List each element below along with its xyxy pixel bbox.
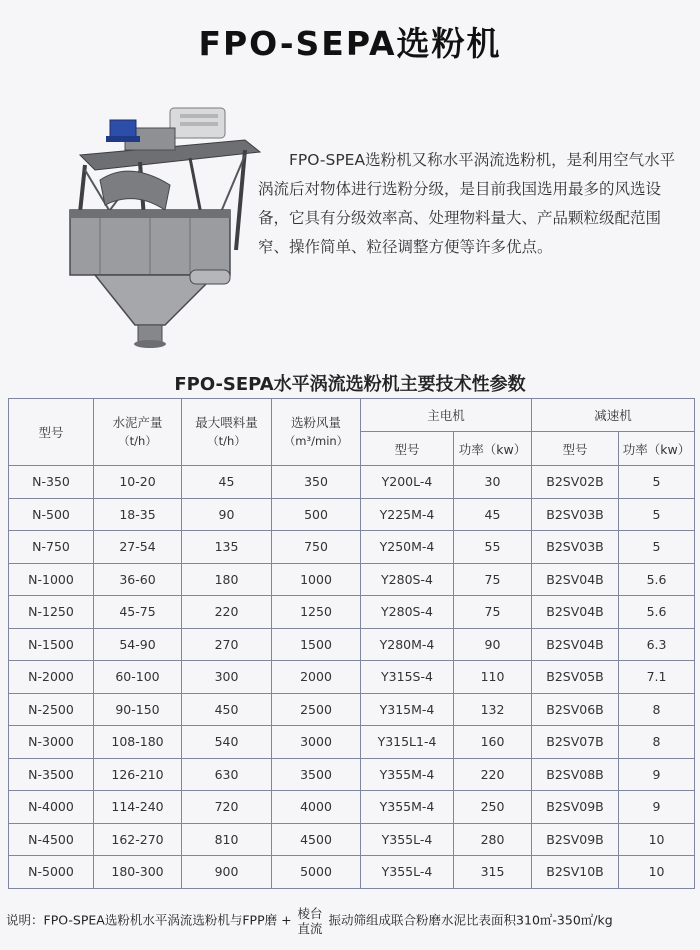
cell-motor-model: Y355L-4 — [361, 823, 454, 856]
cell-cement-output: 90-150 — [94, 693, 182, 726]
cell-model: N-2000 — [9, 661, 94, 694]
table-row — [9, 628, 695, 661]
table-row — [9, 823, 695, 856]
cell-reducer-power: 9 — [619, 791, 695, 824]
cell-cement-output: 27-54 — [94, 531, 182, 564]
cell-model: N-750 — [9, 531, 94, 564]
footnote-suffix: 振动筛组成联合粉磨水泥比表面积310㎡-350㎡/kg — [328, 912, 613, 928]
cell-reducer-power: 5.6 — [619, 563, 695, 596]
cell-motor-model: Y280S-4 — [361, 596, 454, 629]
cell-max-feed: 540 — [182, 726, 272, 759]
table-row — [9, 531, 695, 564]
cell-cement-output: 126-210 — [94, 758, 182, 791]
cell-motor-power: 280 — [454, 823, 532, 856]
table-row — [9, 758, 695, 791]
cell-reducer-power: 9 — [619, 758, 695, 791]
cell-reducer-model: B2SV05B — [532, 661, 619, 694]
cell-motor-power: 55 — [454, 531, 532, 564]
cell-max-feed: 300 — [182, 661, 272, 694]
header-max-feed: 最大喂料量 （t/h） — [182, 399, 272, 466]
cell-reducer-power: 6.3 — [619, 628, 695, 661]
cell-motor-power: 45 — [454, 498, 532, 531]
cell-air-volume: 2000 — [272, 661, 361, 694]
cell-motor-model: Y200L-4 — [361, 466, 454, 499]
table-row — [9, 856, 695, 889]
cell-reducer-power: 5 — [619, 498, 695, 531]
table-row — [9, 596, 695, 629]
cell-max-feed: 450 — [182, 693, 272, 726]
cell-motor-power: 110 — [454, 661, 532, 694]
cell-max-feed: 220 — [182, 596, 272, 629]
header-reducer-power: 功率（kw） — [619, 432, 695, 466]
header-motor-power: 功率（kw） — [454, 432, 532, 466]
cell-reducer-power: 5 — [619, 466, 695, 499]
header-cement-output: 水泥产量 （t/h） — [94, 399, 182, 466]
header-reducer: 减速机 — [532, 399, 695, 432]
cell-model: N-1250 — [9, 596, 94, 629]
cell-reducer-power: 5.6 — [619, 596, 695, 629]
cell-max-feed: 135 — [182, 531, 272, 564]
cell-cement-output: 54-90 — [94, 628, 182, 661]
cell-motor-power: 315 — [454, 856, 532, 889]
cell-reducer-power: 10 — [619, 856, 695, 889]
cell-max-feed: 810 — [182, 823, 272, 856]
cell-model: N-3500 — [9, 758, 94, 791]
cell-reducer-model: B2SV02B — [532, 466, 619, 499]
cell-reducer-model: B2SV03B — [532, 531, 619, 564]
cell-cement-output: 18-35 — [94, 498, 182, 531]
cell-max-feed: 900 — [182, 856, 272, 889]
cell-reducer-power: 8 — [619, 693, 695, 726]
cell-reducer-power: 8 — [619, 726, 695, 759]
cell-motor-model: Y315L1-4 — [361, 726, 454, 759]
table-row — [9, 726, 695, 759]
footnote-stack-top: 棱台 — [297, 906, 323, 921]
page-title: FPO-SEPA选粉机 — [198, 24, 502, 63]
footnote-stack-bottom: 直流 — [297, 921, 323, 936]
cell-reducer-power: 10 — [619, 823, 695, 856]
cell-motor-model: Y355M-4 — [361, 791, 454, 824]
cell-reducer-model: B2SV09B — [532, 791, 619, 824]
cell-reducer-power: 5 — [619, 531, 695, 564]
cell-reducer-model: B2SV04B — [532, 628, 619, 661]
cell-motor-model: Y280M-4 — [361, 628, 454, 661]
cell-air-volume: 4000 — [272, 791, 361, 824]
cell-motor-power: 75 — [454, 596, 532, 629]
cell-cement-output: 114-240 — [94, 791, 182, 824]
cell-motor-model: Y225M-4 — [361, 498, 454, 531]
cell-reducer-model: B2SV10B — [532, 856, 619, 889]
cell-cement-output: 45-75 — [94, 596, 182, 629]
cell-air-volume: 1500 — [272, 628, 361, 661]
cell-max-feed: 180 — [182, 563, 272, 596]
cell-reducer-model: B2SV07B — [532, 726, 619, 759]
cell-max-feed: 630 — [182, 758, 272, 791]
cell-motor-model: Y315M-4 — [361, 693, 454, 726]
cell-motor-model: Y355L-4 — [361, 856, 454, 889]
cell-reducer-model: B2SV04B — [532, 596, 619, 629]
cell-model: N-3000 — [9, 726, 94, 759]
cell-model: N-2500 — [9, 693, 94, 726]
cell-cement-output: 108-180 — [94, 726, 182, 759]
cell-model: N-500 — [9, 498, 94, 531]
cell-motor-power: 75 — [454, 563, 532, 596]
table-row — [9, 563, 695, 596]
cell-motor-model: Y280S-4 — [361, 563, 454, 596]
cell-motor-power: 132 — [454, 693, 532, 726]
cell-max-feed: 270 — [182, 628, 272, 661]
cell-motor-model: Y355M-4 — [361, 758, 454, 791]
cell-air-volume: 1000 — [272, 563, 361, 596]
cell-air-volume: 4500 — [272, 823, 361, 856]
cell-motor-power: 30 — [454, 466, 532, 499]
cell-cement-output: 162-270 — [94, 823, 182, 856]
footnote-prefix: 说明：FPO-SPEA选粉机水平涡流选粉机与FPP磨 + — [6, 912, 292, 928]
cell-motor-power: 160 — [454, 726, 532, 759]
cell-motor-model: Y250M-4 — [361, 531, 454, 564]
cell-cement-output: 180-300 — [94, 856, 182, 889]
spec-table-body — [9, 466, 695, 889]
cell-max-feed: 720 — [182, 791, 272, 824]
cell-air-volume: 500 — [272, 498, 361, 531]
cell-air-volume: 2500 — [272, 693, 361, 726]
cell-reducer-power: 7.1 — [619, 661, 695, 694]
cell-air-volume: 5000 — [272, 856, 361, 889]
cell-model: N-4500 — [9, 823, 94, 856]
cell-motor-power: 90 — [454, 628, 532, 661]
cell-model: N-1000 — [9, 563, 94, 596]
spec-table — [8, 398, 695, 889]
cell-reducer-model: B2SV08B — [532, 758, 619, 791]
cell-model: N-4000 — [9, 791, 94, 824]
header-main-motor: 主电机 — [361, 399, 532, 432]
footnote — [6, 906, 696, 936]
cell-model: N-350 — [9, 466, 94, 499]
cell-max-feed: 45 — [182, 466, 272, 499]
table-row — [9, 466, 695, 499]
cell-air-volume: 1250 — [272, 596, 361, 629]
cell-model: N-1500 — [9, 628, 94, 661]
cell-cement-output: 10-20 — [94, 466, 182, 499]
cell-air-volume: 3000 — [272, 726, 361, 759]
cell-motor-model: Y315S-4 — [361, 661, 454, 694]
table-row — [9, 791, 695, 824]
cell-reducer-model: B2SV06B — [532, 693, 619, 726]
cell-air-volume: 350 — [272, 466, 361, 499]
header-air-volume: 选粉风量 （m³/min） — [272, 399, 361, 466]
cell-model: N-5000 — [9, 856, 94, 889]
separator-machine-image — [40, 100, 270, 350]
table-row — [9, 498, 695, 531]
footnote-stacked-label — [298, 906, 323, 936]
header-model: 型号 — [9, 399, 94, 466]
cell-air-volume: 3500 — [272, 758, 361, 791]
cell-reducer-model: B2SV09B — [532, 823, 619, 856]
cell-max-feed: 90 — [182, 498, 272, 531]
cell-reducer-model: B2SV04B — [532, 563, 619, 596]
cell-cement-output: 60-100 — [94, 661, 182, 694]
header-reducer-model: 型号 — [532, 432, 619, 466]
cell-cement-output: 36-60 — [94, 563, 182, 596]
cell-motor-power: 250 — [454, 791, 532, 824]
cell-motor-power: 220 — [454, 758, 532, 791]
table-row — [9, 661, 695, 694]
header-motor-model: 型号 — [361, 432, 454, 466]
intro-paragraph: FPO-SPEA选粉机又称水平涡流选粉机，是利用空气水平涡流后对物体进行选粉分级，是目前我国选用最多的风选设备，它具有分级效率高、处理物料量大、产品颗粒级配范围窄、操作简单、粒径调整方便等许多优点。 — [258, 151, 676, 256]
cell-air-volume: 750 — [272, 531, 361, 564]
table-title: FPO-SEPA水平涡流选粉机主要技术性参数 — [174, 374, 526, 395]
cell-reducer-model: B2SV03B — [532, 498, 619, 531]
table-row — [9, 693, 695, 726]
